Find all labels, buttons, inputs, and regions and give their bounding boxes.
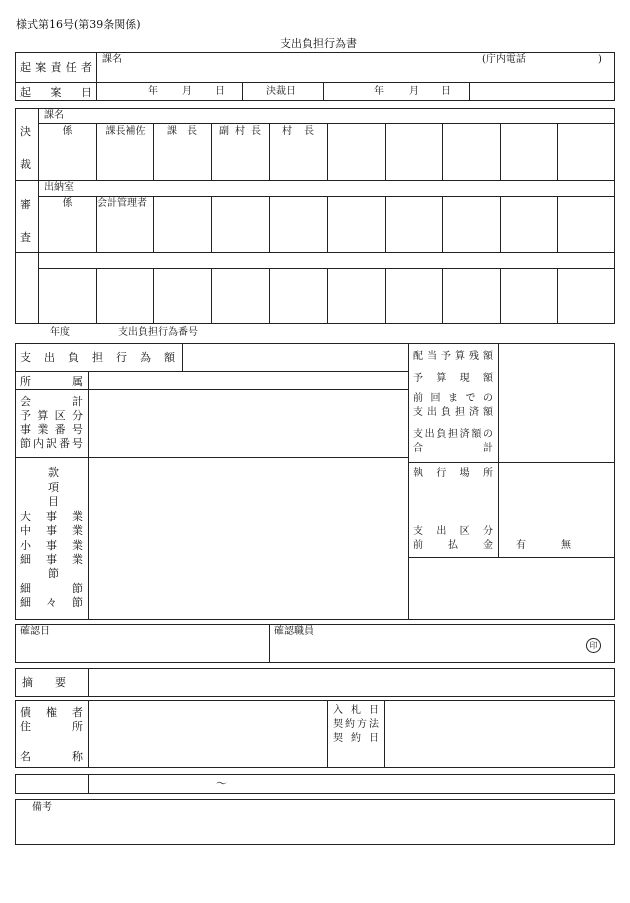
class-setsu: 節 bbox=[48, 567, 59, 580]
payment-category-label: 支出区分 bbox=[413, 526, 493, 537]
role-kacho: 課長 bbox=[167, 126, 197, 137]
accounting-label-3: 節内訳番号 bbox=[20, 437, 83, 450]
amount-field[interactable] bbox=[186, 346, 404, 368]
seal-mark: 印 bbox=[586, 638, 601, 653]
prior-committed-label-line1: 前回までの bbox=[413, 393, 493, 404]
decision-date-label: 決裁日 bbox=[266, 86, 296, 97]
remarks-label: 備考 bbox=[32, 802, 52, 813]
cashier-office-label: 出納室 bbox=[44, 182, 74, 193]
draft-date-label: 起案日 bbox=[20, 86, 92, 99]
phone-close: ) bbox=[598, 54, 602, 65]
budget-current-label: 予算現額 bbox=[413, 373, 493, 384]
responsible-label: 起案責任者 bbox=[20, 61, 92, 74]
affiliation-label: 所属 bbox=[20, 375, 83, 388]
creditor-label: 債権者 bbox=[20, 706, 83, 719]
decision-year: 年 bbox=[374, 86, 384, 97]
name-label: 名称 bbox=[20, 750, 83, 763]
decision-month: 月 bbox=[409, 86, 419, 97]
advance-payment-label: 前払金 bbox=[413, 540, 493, 551]
remarks-field[interactable] bbox=[20, 818, 610, 842]
committed-total-label-col2: 計 bbox=[483, 443, 493, 454]
fiscal-year-label: 年度 bbox=[50, 327, 70, 338]
draft-day: 日 bbox=[215, 86, 225, 97]
budget-remaining-label: 配当予算残額 bbox=[413, 351, 493, 362]
shinsa-label: 審査 bbox=[20, 198, 31, 244]
bid-date-label: 入札日 bbox=[333, 705, 379, 716]
form-number: 様式第16号(第39条関係) bbox=[16, 18, 141, 31]
class-sai-jigyo: 細事業 bbox=[20, 553, 83, 566]
role-kakari: 係 bbox=[62, 126, 73, 137]
committed-total-label-col1: 合 bbox=[413, 443, 423, 454]
class-chu-jigyo: 中事業 bbox=[20, 524, 83, 537]
class-kan: 款 bbox=[48, 466, 59, 479]
class-moku: 目 bbox=[48, 495, 59, 508]
amount-label: 支出負担行為額 bbox=[20, 351, 175, 364]
period-tilde: 〜 bbox=[216, 777, 227, 790]
role-fukusoncho: 副村長 bbox=[219, 126, 261, 137]
act-number-label: 支出負担行為番号 bbox=[118, 327, 198, 338]
advance-payment-no[interactable]: 無 bbox=[561, 540, 571, 551]
period-table bbox=[15, 774, 615, 794]
class-saisaisetsu: 細々節 bbox=[20, 596, 83, 609]
class-dai-jigyo: 大事業 bbox=[20, 510, 83, 523]
accounting-label-1: 予算区分 bbox=[20, 409, 83, 422]
role-soncho: 村長 bbox=[282, 126, 314, 137]
phone-label: (庁内電話 bbox=[482, 54, 526, 65]
accounting-label-0: 会計 bbox=[20, 395, 83, 408]
kessai-label: 決裁 bbox=[20, 125, 31, 171]
address-label: 住所 bbox=[20, 720, 83, 733]
committed-total-label-line1: 支出負担済額の bbox=[413, 429, 493, 440]
draft-month: 月 bbox=[182, 86, 192, 97]
execution-place-label: 執行場所 bbox=[413, 468, 493, 479]
advance-payment-yes[interactable]: 有 bbox=[516, 540, 526, 551]
approval-grid bbox=[15, 108, 615, 324]
contract-method-label: 契約方法 bbox=[333, 719, 379, 730]
section-name-label: 課名 bbox=[102, 54, 122, 65]
class-sho-jigyo: 小事業 bbox=[20, 539, 83, 552]
form-title: 支出負担行為書 bbox=[280, 37, 357, 50]
class-kou: 項 bbox=[48, 481, 59, 494]
confirm-date-label: 確認日 bbox=[20, 626, 50, 637]
class-saisetsu: 細節 bbox=[20, 582, 83, 595]
accounting-label-2: 事業番号 bbox=[20, 423, 83, 436]
confirm-staff-label: 確認職員 bbox=[274, 626, 314, 637]
role-shinsa-kakari: 係 bbox=[62, 198, 73, 209]
confirm-table bbox=[15, 624, 615, 663]
contract-date-label: 契約日 bbox=[333, 733, 379, 744]
decision-day: 日 bbox=[441, 86, 451, 97]
section-name-field[interactable] bbox=[102, 66, 502, 79]
approval-section-label: 課名 bbox=[44, 110, 64, 121]
prior-committed-label-line2: 支出負担済額 bbox=[413, 407, 493, 418]
role-kaikei-kanrisha: 会計管理者 bbox=[97, 198, 147, 209]
role-kacho-hosa: 課長補佐 bbox=[105, 126, 146, 137]
summary-label: 摘要 bbox=[22, 676, 88, 689]
draft-year: 年 bbox=[148, 86, 158, 97]
details-table bbox=[15, 343, 615, 620]
creditor-table bbox=[15, 700, 615, 768]
summary-field[interactable] bbox=[92, 671, 610, 693]
